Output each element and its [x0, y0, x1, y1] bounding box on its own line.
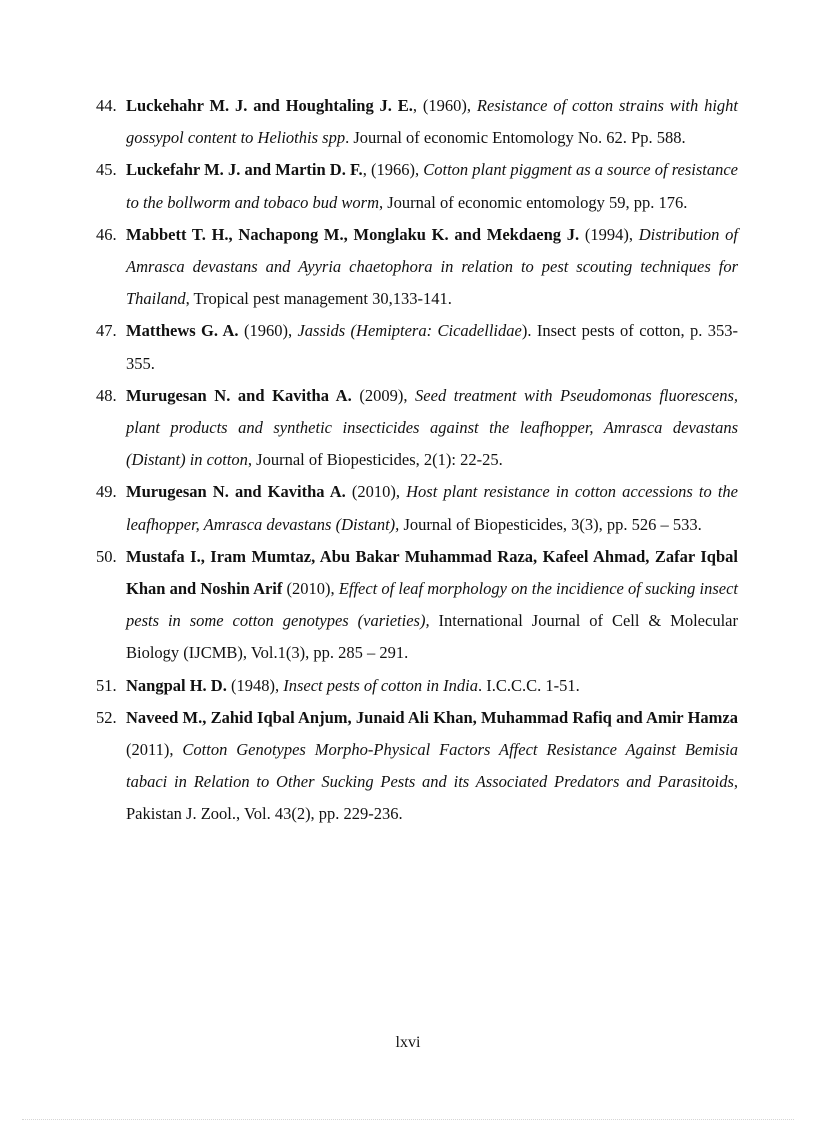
reference-item	[96, 476, 738, 540]
reference-source: , Journal of Biopesticides, 2(1): 22-25.	[247, 450, 503, 470]
reference-year: (2010),	[345, 482, 407, 502]
reference-title: Cotton plant piggment as a source of resistance to the bollworm and tobaco bud worm	[126, 160, 738, 212]
reference-item	[96, 219, 738, 316]
reference-number: 45.	[96, 160, 117, 180]
reference-item	[96, 90, 738, 154]
reference-source: . Journal of economic Entomology No. 62. Pp. 588.	[345, 128, 686, 148]
reference-list	[96, 90, 738, 831]
reference-item	[96, 380, 738, 477]
reference-number: 48.	[96, 385, 117, 405]
reference-year: (1994),	[579, 224, 639, 244]
reference-title: Distribution of Amrasca devastans and Ayyria chaetophora in relation to pest scouting techniques for Thailand	[126, 224, 738, 309]
reference-authors: Naveed M., Zahid Iqbal Anjum, Junaid Ali Khan, Muhammad Rafiq and Amir Hamza	[126, 707, 738, 727]
reference-year: (2010),	[282, 579, 339, 599]
reference-authors: Matthews G. A.	[126, 321, 239, 341]
reference-source: , Tropical pest management 30,133-141.	[185, 289, 452, 309]
reference-number: 50.	[96, 546, 117, 566]
reference-year: (2011),	[126, 740, 183, 760]
reference-item	[96, 154, 738, 218]
page-bottom-divider	[22, 1119, 794, 1120]
reference-item	[96, 541, 738, 670]
reference-number: 44.	[96, 96, 117, 115]
reference-title: Insect pests of cotton in India	[283, 675, 478, 695]
reference-number: 49.	[96, 482, 117, 502]
reference-source: , Pakistan J. Zool., Vol. 43(2), pp. 229-236.	[126, 772, 738, 824]
reference-year: (1948),	[226, 675, 284, 695]
reference-source: Journal of Biopesticides, 3(3), pp. 526 – 533.	[399, 514, 702, 534]
reference-authors: Murugesan N. and Kavitha A.	[126, 482, 346, 502]
reference-year: , (1966),	[362, 160, 424, 180]
reference-item	[96, 670, 738, 702]
reference-source: International Journal of Cell & Molecular Biology (IJCMB), Vol.1(3), pp. 285 – 291.	[126, 611, 738, 663]
reference-item	[96, 702, 738, 831]
reference-title: Resistance of cotton strains with hight gossypol content to Heliothis spp	[126, 96, 738, 148]
reference-source: . I.C.C.C. 1-51.	[478, 675, 580, 695]
reference-number: 47.	[96, 321, 117, 341]
reference-title: Effect of leaf morphology on the incidience of sucking insect pests in some cotton genotypes (varieties),	[126, 579, 738, 631]
reference-title: Seed treatment with Pseudomonas fluorescens, plant products and synthetic insecticides against the leafhopper, Amrasca devastans (Distant) in cotton	[126, 385, 738, 470]
reference-authors: Luckefahr M. J. and Martin D. F.	[126, 160, 363, 180]
reference-authors: Mabbett T. H., Nachapong M., Monglaku K. and Mekdaeng J.	[126, 224, 580, 244]
reference-authors: Mustafa I., Iram Mumtaz, Abu Bakar Muhammad Raza, Kafeel Ahmad, Zafar Iqbal Khan and Noshin Arif	[126, 546, 738, 599]
reference-title: Jassids (Hemiptera: Cicadellidae	[297, 321, 522, 341]
reference-source: ). Insect pests of cotton, p. 353-355.	[126, 321, 738, 373]
reference-year: , (1960),	[412, 96, 477, 115]
reference-number: 46.	[96, 224, 117, 244]
reference-title: Host plant resistance in cotton accessions to the leafhopper, Amrasca devastans (Distant),	[126, 482, 738, 534]
reference-authors: Murugesan N. and Kavitha A.	[126, 385, 352, 405]
reference-number: 52.	[96, 707, 117, 727]
reference-authors: Luckehahr M. J. and Houghtaling J. E.	[126, 96, 413, 115]
reference-year: (2009),	[351, 385, 416, 405]
page-number: lxvi	[395, 1034, 421, 1051]
reference-title: Cotton Genotypes Morpho-Physical Factors Affect Resistance Against Bemisia tabaci in Relation to Other Sucking Pests and its Associated Predators and Parasitoids	[126, 740, 738, 792]
reference-item	[96, 315, 738, 379]
reference-number: 51.	[96, 675, 117, 695]
reference-source: , Journal of economic entomology 59, pp. 176.	[379, 192, 688, 212]
reference-year: (1960),	[238, 321, 298, 341]
reference-authors: Nangpal H. D.	[126, 675, 227, 695]
